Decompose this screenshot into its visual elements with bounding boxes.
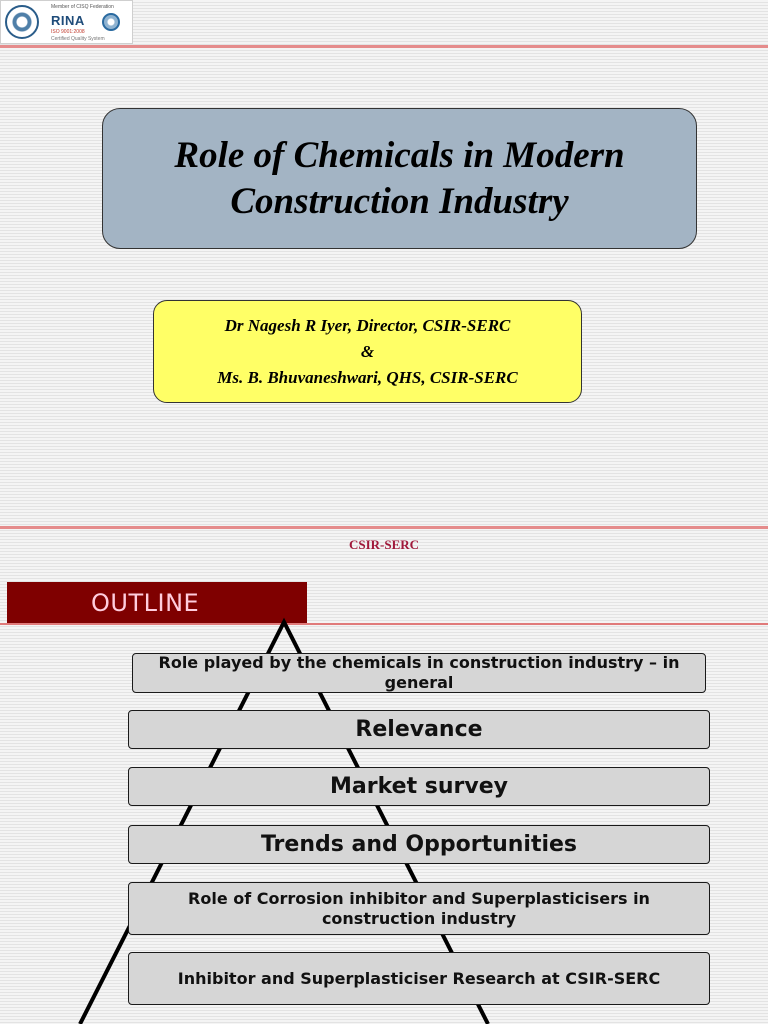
outline-item-label: Market survey — [330, 774, 508, 799]
logo-iso-text: ISO 9001:2008 — [51, 29, 85, 35]
outline-item-label: Role played by the chemicals in construction industry – in general — [158, 653, 680, 692]
footer-text: CSIR-SERC — [348, 537, 420, 552]
outline-item-5 — [128, 882, 710, 935]
outline-item-3 — [128, 767, 710, 806]
logo-member-text: Member of CISQ Federation — [51, 4, 114, 10]
outline-item-6 — [128, 952, 710, 1005]
outline-item-label: Trends and Opportunities — [260, 832, 578, 857]
outline-item-label: Inhibitor and Superplasticiser Research at CSIR-SERC — [177, 968, 661, 988]
author-line-2: Ms. B. Bhuvaneshwari, QHS, CSIR-SERC — [217, 367, 518, 387]
outline-item-1 — [132, 653, 706, 693]
slide-title: Role of Chemicals in Modern Construction Industry — [174, 134, 625, 222]
outline-item-label: Role of Corrosion inhibitor and Superplasticisers in construction industry — [188, 888, 650, 928]
author-line-1: Dr Nagesh R Iyer, Director, CSIR-SERC — [224, 315, 511, 335]
logo-brand-text: RINA — [51, 13, 85, 28]
author-separator: & — [360, 341, 375, 361]
logo-cert-text: Certified Quality System — [51, 36, 105, 42]
outline-item-label: Relevance — [355, 717, 483, 742]
outline-item-4 — [128, 825, 710, 864]
outline-item-2 — [128, 710, 710, 749]
outline-heading: OUTLINE — [7, 582, 307, 625]
